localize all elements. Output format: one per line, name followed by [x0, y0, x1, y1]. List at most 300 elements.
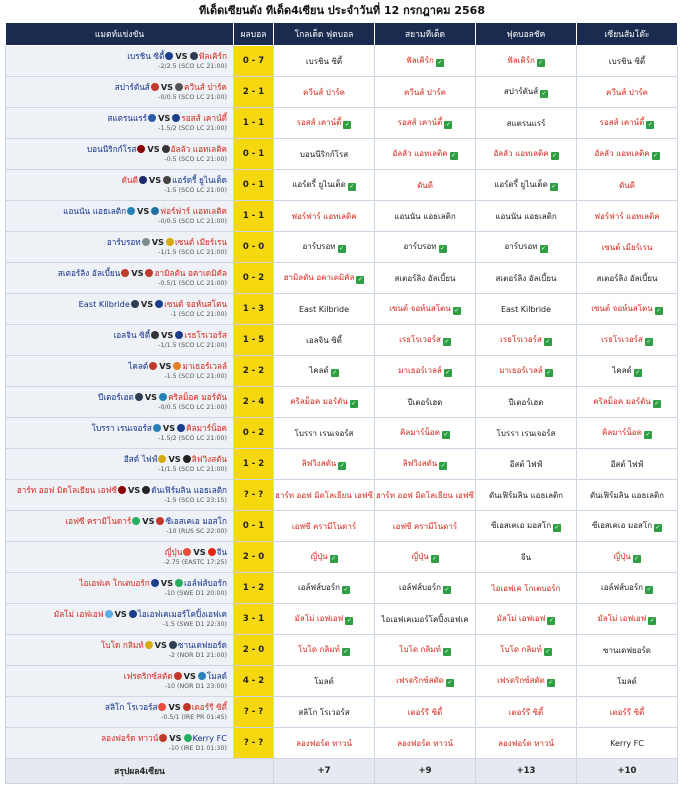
vs-label: VS	[169, 733, 182, 743]
match-cell[interactable]	[6, 170, 234, 201]
check-icon: ✓	[646, 338, 652, 345]
table-row	[6, 449, 678, 480]
expert-pick-cell	[375, 666, 476, 697]
home-team[interactable]: แอนนัน แอธเลติก	[63, 206, 127, 216]
expert-pick: ฟอร์ฟาร์ แอทเลติค	[291, 211, 357, 221]
expert-pick: สเตอร์ลิง อัลเบี้ยน	[495, 273, 557, 283]
home-team[interactable]: ดันดี	[121, 175, 138, 185]
match-odds: -0/0.5 (SCO LC 21:00)	[158, 218, 227, 225]
header-expert-4: เซียนส้มโต๊ะ	[577, 23, 678, 46]
expert-pick-cell	[274, 604, 375, 635]
match-odds: -1.5 (SCO LC 23:15)	[164, 497, 227, 504]
match-cell[interactable]	[6, 542, 234, 573]
expert-pick-cell	[375, 542, 476, 573]
expert-pick: ลิฟวิงสตัน	[402, 459, 438, 468]
expert-pick-cell	[375, 263, 476, 294]
expert-pick: เอล์ฟส์บอร์ก	[398, 583, 441, 592]
expert-pick: อาร์บรอท	[504, 242, 538, 251]
expert-pick-cell	[476, 108, 577, 139]
vs-label: VS	[147, 144, 160, 154]
away-team-logo-icon	[142, 486, 150, 494]
expert-pick: เอลจิน ซิตี้	[306, 335, 342, 345]
check-icon: ✓	[541, 90, 547, 97]
expert-pick-cell	[577, 356, 678, 387]
summary-row	[6, 759, 678, 784]
check-icon: ✓	[332, 369, 338, 376]
expert-pick-cell	[274, 294, 375, 325]
check-icon: ✓	[646, 586, 652, 593]
away-team[interactable]: เซนต์ จอห์นสโตน	[164, 299, 227, 309]
match-odds: -1/1.5 (SCO LC 21:00)	[158, 249, 227, 256]
check-icon: ✓	[351, 400, 357, 407]
home-team[interactable]: สปาร์ตันส์	[114, 82, 150, 92]
expert-pick: อัลลัว แอทเลติค	[392, 149, 448, 158]
expert-pick-cell	[274, 418, 375, 449]
expert-pick-cell	[274, 697, 375, 728]
check-icon: ✓	[343, 586, 349, 593]
expert-pick-cell	[375, 108, 476, 139]
away-team[interactable]: เซนต์ เมียร์เรน	[174, 237, 227, 247]
expert-pick: ไอเอฟเคเมอร์โคปิ้งเอฟเค	[381, 614, 469, 624]
expert-pick-cell	[577, 139, 678, 170]
expert-pick: อีสต์ ไฟฟ์	[509, 459, 543, 469]
expert-pick: สเตอร์ลิง อัลเบี้ยน	[596, 273, 658, 283]
match-odds: -1/1.5 (SCO LC 21:00)	[158, 342, 227, 349]
expert-pick: เฟรดริกซ์สตัด	[497, 676, 545, 685]
away-team[interactable]: ฟอร์ฟาร์ แอทเลติค	[160, 206, 227, 216]
match-cell[interactable]	[6, 511, 234, 542]
match-cell[interactable]	[6, 387, 234, 418]
match-cell[interactable]	[6, 263, 234, 294]
away-team[interactable]: ลิฟวิงสตัน	[191, 454, 227, 464]
header-expert-1: โกลเด็ด ฟุตบอล	[274, 23, 375, 46]
match-cell[interactable]	[6, 573, 234, 604]
table-row	[6, 294, 678, 325]
expert-pick: โมลด์	[314, 676, 334, 686]
expert-pick: อีสต์ ไฟฟ์	[610, 459, 644, 469]
expert-pick-cell	[375, 573, 476, 604]
expert-pick-cell	[476, 573, 577, 604]
home-team[interactable]: ลองฟอร์ด ทาวน์	[101, 733, 159, 743]
away-team[interactable]: ฮามิลตัน อคาเดมิคัล	[154, 268, 227, 278]
check-icon: ✓	[445, 121, 451, 128]
table-row	[6, 697, 678, 728]
expert-pick: โบโด กลิมท์	[298, 645, 340, 654]
expert-pick-cell	[375, 139, 476, 170]
expert-pick-cell	[577, 294, 678, 325]
expert-pick: ควีนส์ ปาร์ค	[606, 87, 648, 97]
expert-pick-cell	[577, 604, 678, 635]
expert-pick-cell	[274, 325, 375, 356]
match-odds: -1.5 (SWE D1 22:30)	[162, 621, 227, 628]
expert-pick: East Kilbride	[500, 304, 552, 314]
match-cell[interactable]	[6, 232, 234, 263]
home-team[interactable]: โบโด กลิมท์	[100, 640, 144, 650]
vs-label: VS	[193, 547, 206, 557]
away-team[interactable]: เดอร์รี ซิตี้	[191, 702, 227, 712]
home-team-logo-icon	[158, 703, 166, 711]
check-icon: ✓	[445, 369, 451, 376]
expert-pick-cell	[375, 325, 476, 356]
table-row	[6, 108, 678, 139]
expert-pick-cell	[375, 46, 476, 77]
expert-pick: เดอร์รี ซิตี้	[407, 707, 443, 717]
home-team[interactable]: บอนนีริกก์โรส	[86, 144, 137, 154]
match-score: 2 - 0	[234, 635, 274, 666]
away-team-logo-icon	[190, 52, 198, 60]
match-cell[interactable]	[6, 418, 234, 449]
away-team[interactable]: เรธโรเวอร์ส	[184, 330, 227, 340]
expert-pick-cell	[476, 728, 577, 759]
check-icon: ✓	[444, 648, 450, 655]
away-team[interactable]: อัลลัว แอทเลติค	[170, 144, 227, 154]
match-cell[interactable]	[6, 325, 234, 356]
check-icon: ✓	[545, 648, 551, 655]
expert-pick-cell	[274, 480, 375, 511]
expert-pick-cell	[577, 418, 678, 449]
expert-pick: ลองฟอร์ด ทาวน์	[296, 738, 352, 748]
home-team-logo-icon	[158, 455, 166, 463]
check-icon: ✓	[554, 524, 560, 531]
expert-pick: มัลโม่ เอฟเอฟ	[294, 614, 344, 623]
expert-pick: เบรชิน ซิตี้	[305, 56, 343, 66]
expert-pick: เอล์ฟส์บอร์ก	[600, 583, 643, 592]
expert-pick-cell	[476, 139, 577, 170]
check-icon: ✓	[451, 152, 457, 159]
check-icon: ✓	[447, 679, 453, 686]
away-team[interactable]: โมลด์	[206, 671, 227, 681]
away-team-logo-icon	[198, 672, 206, 680]
header-match: แมตท์แข่งขัน	[6, 23, 234, 46]
match-cell[interactable]	[6, 604, 234, 635]
check-icon: ✓	[339, 462, 345, 469]
away-team-logo-icon	[177, 424, 185, 432]
home-team-logo-icon	[159, 734, 167, 742]
home-team[interactable]: สแตรนแรร์	[107, 113, 148, 123]
check-icon: ✓	[440, 462, 446, 469]
check-icon: ✓	[656, 307, 662, 314]
expert-pick: คิลมาร์น็อค	[602, 428, 642, 437]
away-team[interactable]: คิลมาร์น็อค	[186, 423, 227, 433]
expert-pick: อัลลัว แอทเลติค	[594, 149, 650, 158]
vs-label: VS	[183, 671, 196, 681]
summary-value: +9	[375, 759, 476, 784]
check-icon: ✓	[339, 245, 345, 252]
home-team-logo-icon	[183, 548, 191, 556]
away-team-logo-icon	[183, 455, 191, 463]
expert-pick: ลองฟอร์ด ทาวน์	[397, 738, 453, 748]
match-score: 1 - 2	[234, 573, 274, 604]
match-odds: -1.5 (SCO LC 21:00)	[164, 187, 227, 194]
expert-pick-cell	[476, 294, 577, 325]
match-score: 0 - 2	[234, 418, 274, 449]
expert-pick: เซนต์ จอห์นสโตน	[591, 304, 653, 313]
match-score: 0 - 1	[234, 511, 274, 542]
match-score: 4 - 2	[234, 666, 274, 697]
expert-pick-cell	[476, 666, 577, 697]
expert-pick: เอล์ฟส์บอร์ก	[297, 583, 340, 592]
away-team[interactable]: ฟัลเคิร์ก	[198, 51, 227, 61]
expert-pick-cell	[476, 356, 577, 387]
match-odds: -0/0.5 (SCO LC 21:00)	[158, 404, 227, 411]
match-score: 0 - 1	[234, 170, 274, 201]
table-row	[6, 573, 678, 604]
table-header-row	[6, 23, 678, 46]
match-odds: -10 (IRE D1 01:30)	[168, 745, 227, 752]
expert-pick: เซนต์ เมียร์เรน	[601, 242, 653, 252]
expert-pick: มาเธอร์เวลล์	[398, 366, 442, 375]
check-icon: ✓	[331, 555, 337, 562]
expert-pick-cell	[375, 728, 476, 759]
expert-pick-cell	[476, 170, 577, 201]
check-icon: ✓	[432, 555, 438, 562]
table-row	[6, 666, 678, 697]
away-team[interactable]: เอล์ฟส์บอร์ก	[184, 578, 227, 588]
summary-value: +7	[274, 759, 375, 784]
away-team-logo-icon	[169, 641, 177, 649]
vs-label: VS	[144, 392, 158, 402]
table-row	[6, 232, 678, 263]
expert-pick-cell	[274, 387, 375, 418]
match-score: ? - ?	[234, 480, 274, 511]
check-icon: ✓	[357, 276, 363, 283]
expert-pick-cell	[476, 418, 577, 449]
table-row	[6, 511, 678, 542]
check-icon: ✓	[541, 245, 547, 252]
away-team-logo-icon	[156, 517, 164, 525]
expert-pick-cell	[476, 387, 577, 418]
vs-label: VS	[168, 702, 181, 712]
expert-pick: ไคลด์	[309, 366, 329, 375]
home-team[interactable]: เอฟซี ครามีโนดาร์	[65, 516, 132, 526]
match-cell[interactable]	[6, 46, 234, 77]
table-row	[6, 387, 678, 418]
match-cell[interactable]	[6, 666, 234, 697]
vs-label: VS	[154, 640, 167, 650]
home-team[interactable]: โบรรา เรนเจอร์ส	[91, 423, 152, 433]
match-odds: -2 (NOR D1 21:00)	[168, 652, 227, 659]
header-result: ผลบอล	[234, 23, 274, 46]
expert-pick-cell	[476, 635, 577, 666]
home-team-logo-icon	[121, 269, 129, 277]
expert-pick-cell	[274, 449, 375, 480]
away-team[interactable]: ดันเฟิร์มลิน แอธเลติก	[151, 485, 227, 495]
match-cell[interactable]	[6, 139, 234, 170]
expert-pick: เรธโรเวอร์ส	[500, 335, 542, 344]
expert-pick: สลิโก โรเวอร์ส	[298, 707, 350, 717]
expert-pick-cell	[577, 449, 678, 480]
match-score: 0 - 7	[234, 46, 274, 77]
match-score: 0 - 1	[234, 139, 274, 170]
home-team-logo-icon	[135, 393, 143, 401]
home-team-logo-icon	[127, 207, 135, 215]
match-odds: -1.5/2 (SCO LC 21:00)	[158, 435, 227, 442]
expert-pick: เฟรดริกซ์สตัด	[396, 676, 444, 685]
expert-pick: เดอร์รี ซิตี้	[508, 707, 544, 717]
home-team[interactable]: สเตอร์ลิง อัลเบี้ยน	[57, 268, 121, 278]
home-team-logo-icon	[149, 362, 157, 370]
away-team[interactable]: รอสส์ เคาน์ตี้	[181, 113, 227, 123]
match-cell[interactable]	[6, 728, 234, 759]
home-team[interactable]: เอลจิน ซิตี้	[113, 330, 151, 340]
home-team[interactable]: เบรชิน ซิตี้	[127, 51, 165, 61]
match-odds: -0.5/1 (SCO LC 21:00)	[158, 280, 227, 287]
expert-pick-cell	[274, 542, 375, 573]
away-team[interactable]: มาเธอร์เวลล์	[182, 361, 227, 371]
match-score: 1 - 2	[234, 449, 274, 480]
expert-pick: ดันเฟิร์มลิน แอธเลติก	[589, 490, 665, 500]
home-team[interactable]: อีสต์ ไฟฟ์	[123, 454, 158, 464]
match-cell[interactable]	[6, 108, 234, 139]
match-score: ? - ?	[234, 697, 274, 728]
home-team-logo-icon	[142, 238, 150, 246]
home-team[interactable]: เฟรดริกซ์สตัด	[123, 671, 173, 681]
home-team[interactable]: อาร์บรอท	[106, 237, 141, 247]
match-score: 3 - 1	[234, 604, 274, 635]
match-cell[interactable]	[6, 697, 234, 728]
match-odds: -0/0.5 (SCO LC 21:00)	[158, 94, 227, 101]
match-cell[interactable]	[6, 635, 234, 666]
expert-pick: แอนนัน แอธเลติก	[394, 211, 456, 221]
away-team[interactable]: แอร์ดรี้ ยูไนเต็ด	[172, 175, 227, 185]
away-team[interactable]: จีน	[216, 547, 227, 557]
check-icon: ✓	[649, 617, 655, 624]
match-cell[interactable]	[6, 77, 234, 108]
expert-pick: Kerry FC	[610, 738, 644, 748]
away-team-logo-icon	[172, 114, 180, 122]
away-team[interactable]: คริลม็อค มอร์ตัน	[168, 392, 227, 402]
expert-pick-cell	[375, 480, 476, 511]
expert-pick: ญี่ปุ่น	[613, 552, 631, 561]
expert-pick-cell	[476, 77, 577, 108]
home-team-logo-icon	[137, 145, 145, 153]
check-icon: ✓	[647, 121, 653, 128]
expert-pick-cell	[577, 728, 678, 759]
check-icon: ✓	[634, 555, 640, 562]
home-team[interactable]: ไคลด์	[128, 361, 149, 371]
away-team-logo-icon	[155, 300, 163, 308]
table-row	[6, 604, 678, 635]
predictions-table	[5, 22, 678, 784]
expert-pick-cell	[577, 635, 678, 666]
match-cell[interactable]	[6, 480, 234, 511]
match-score: 1 - 1	[234, 201, 274, 232]
match-cell[interactable]	[6, 201, 234, 232]
home-team-logo-icon	[145, 641, 153, 649]
table-row	[6, 263, 678, 294]
table-row	[6, 46, 678, 77]
expert-pick-cell	[375, 511, 476, 542]
expert-pick: East Kilbride	[298, 304, 350, 314]
expert-pick-cell	[375, 387, 476, 418]
vs-label: VS	[131, 268, 144, 278]
page-title: ทีเด็ดเซียนดัง ทีเด็ด4เซียน ประจำวันที่ 12 กรกฎาคม 2568	[199, 4, 485, 17]
home-team[interactable]: มัลโม่ เอฟเอฟ	[53, 609, 104, 619]
vs-label: VS	[151, 237, 164, 247]
expert-pick: โบโด กลิมท์	[399, 645, 441, 654]
home-team-logo-icon	[151, 331, 159, 339]
check-icon: ✓	[654, 400, 660, 407]
expert-pick: ดันเฟิร์มลิน แอธเลติก	[488, 490, 564, 500]
match-cell[interactable]	[6, 356, 234, 387]
expert-pick-cell	[375, 232, 476, 263]
away-team[interactable]: ไอเอฟเคเมอร์โคปิ้งเอฟเค	[137, 609, 227, 619]
expert-pick: ควีนส์ ปาร์ค	[303, 87, 345, 97]
home-team[interactable]: ฮาร์ท ออฟ มิดโลเธียน เอฟซี	[16, 485, 117, 495]
expert-pick: รอสส์ เคาน์ตี้	[599, 118, 645, 127]
expert-pick-cell	[274, 46, 375, 77]
match-score: 1 - 5	[234, 325, 274, 356]
expert-pick: คิลมาร์น็อค	[400, 428, 440, 437]
summary-label: สรุปผล4เซียน	[6, 759, 274, 784]
home-team[interactable]: ญี่ปุ่น	[164, 547, 183, 557]
expert-pick: ฮามิลตัน อคาเดมิคัล	[283, 273, 355, 282]
match-odds: -2.75 (EASTC 17:25)	[163, 559, 227, 566]
vs-label: VS	[148, 175, 162, 185]
expert-pick: แอนนัน แอธเลติก	[495, 211, 557, 221]
expert-pick: บอนนีริกก์โรส	[299, 149, 349, 159]
expert-pick-cell	[375, 449, 476, 480]
expert-pick: คริลม็อค มอร์ตัน	[593, 397, 651, 406]
check-icon: ✓	[440, 245, 446, 252]
vs-label: VS	[127, 485, 141, 495]
expert-pick-cell	[274, 356, 375, 387]
away-team-logo-icon	[151, 207, 159, 215]
expert-pick-cell	[476, 542, 577, 573]
away-team[interactable]: Kerry FC	[192, 733, 227, 743]
expert-pick: ซานเดฟยอร์ด	[603, 645, 651, 655]
home-team-logo-icon	[165, 52, 173, 60]
expert-pick: รอสส์ เคาน์ตี้	[296, 118, 342, 127]
match-odds: -0.5 (SCO LC 21:00)	[164, 156, 227, 163]
expert-pick: จีน	[520, 552, 532, 562]
home-team-logo-icon	[132, 517, 140, 525]
expert-pick: ฟอร์ฟาร์ แอทเลติค	[594, 211, 660, 221]
expert-pick-cell	[375, 294, 476, 325]
expert-pick: เรธโรเวอร์ส	[399, 335, 441, 344]
check-icon: ✓	[443, 431, 449, 438]
match-score: ? - ?	[234, 728, 274, 759]
expert-pick-cell	[476, 511, 577, 542]
expert-pick-cell	[274, 139, 375, 170]
expert-pick: เดอร์รี ซิตี้	[609, 707, 645, 717]
away-team[interactable]: ควีนส์ ปาร์ค	[184, 82, 227, 92]
home-team[interactable]: ไอเอฟเค โกเตบอร์ก	[79, 578, 150, 588]
match-cell[interactable]	[6, 449, 234, 480]
vs-label: VS	[142, 516, 155, 526]
check-icon: ✓	[454, 307, 460, 314]
home-team[interactable]: East Kilbride	[78, 299, 130, 309]
table-row	[6, 728, 678, 759]
match-score: 2 - 2	[234, 356, 274, 387]
away-team[interactable]: ซานเดฟยอร์ด	[177, 640, 227, 650]
home-team[interactable]: สลิโก โรเวอร์ส	[104, 702, 158, 712]
away-team[interactable]: ซีเอสเคเอ มอสโก	[165, 516, 227, 526]
away-team-logo-icon	[183, 703, 191, 711]
expert-pick: ญี่ปุ่น	[411, 552, 429, 561]
match-cell[interactable]	[6, 294, 234, 325]
expert-pick: โบรรา เรนเจอร์ส	[294, 428, 354, 438]
expert-pick: สปาร์ตันส์	[503, 87, 539, 96]
expert-pick: ลิฟวิงสตัน	[301, 459, 337, 468]
away-team-logo-icon	[129, 610, 137, 618]
expert-pick-cell	[274, 573, 375, 604]
expert-pick-cell	[577, 232, 678, 263]
expert-pick: เรธโรเวอร์ส	[601, 335, 643, 344]
expert-pick: มัลโม่ เอฟเอฟ	[597, 614, 647, 623]
home-team-logo-icon	[139, 176, 147, 184]
home-team[interactable]: ปีเตอร์เฮด	[98, 392, 134, 402]
